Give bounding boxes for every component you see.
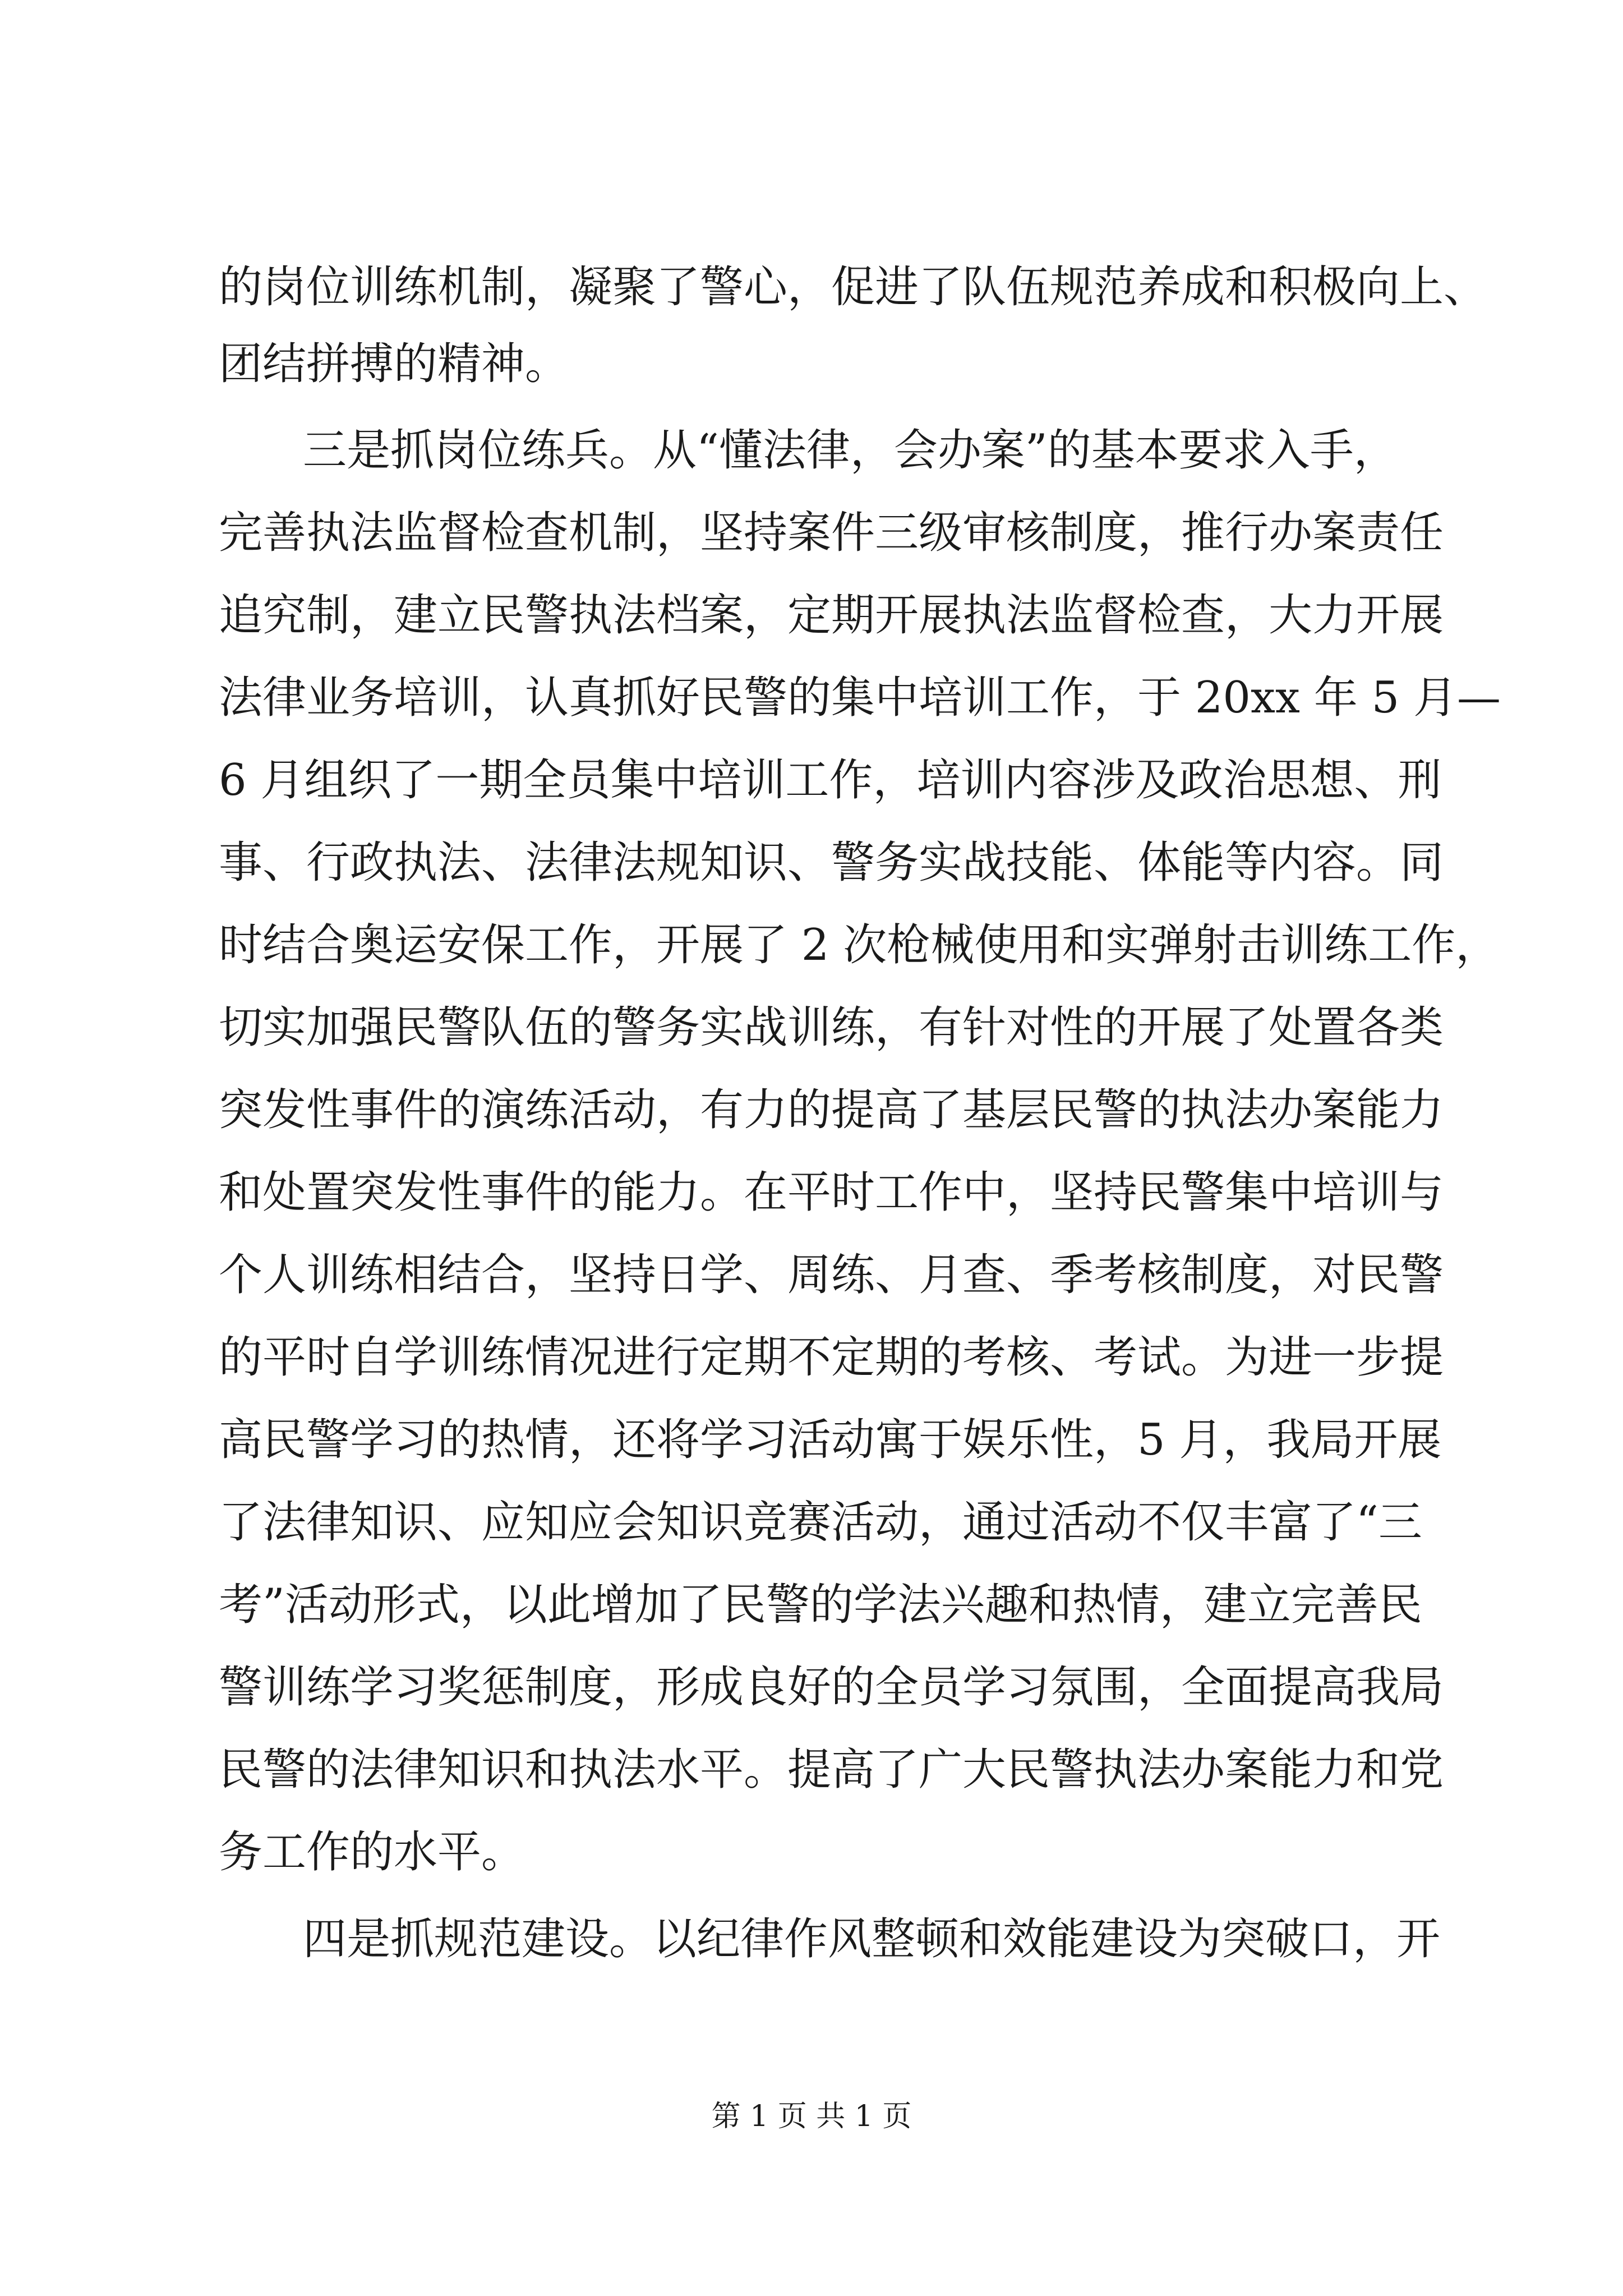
text-line-10: 切实加强民警队伍的警务实战训练，有针对性的开展了处置各类 xyxy=(219,1002,1444,1053)
text-line-18: 警训练学习奖惩制度，形成良好的全员学习氛围，全面提高我局 xyxy=(219,1662,1444,1713)
text-line-13: 个人训练相结合，坚持日学、周练、月查、季考核制度，对民警 xyxy=(219,1250,1444,1300)
text-line-4: 完善执法监督检查机制，坚持案件三级审核制度，推行办案责任 xyxy=(219,508,1444,558)
text-line-20: 务工作的水平。 xyxy=(219,1827,525,1878)
text-line-19: 民警的法律知识和执法水平。提高了广大民警执法办案能力和党 xyxy=(219,1745,1444,1795)
text-line-2: 团结拼搏的精神。 xyxy=(219,339,569,389)
text-line-16: 了法律知识、应知应会知识竞赛活动，通过活动不仅丰富了“三 xyxy=(219,1497,1422,1548)
text-line-14: 的平时自学训练情况进行定期不定期的考核、考试。为进一步提 xyxy=(219,1332,1444,1383)
text-line-9: 时结合奥运安保工作，开展了 2 次枪械使用和实弹射击训练工作， xyxy=(219,920,1500,970)
text-line-7: 6 月组织了一期全员集中培训工作，培训内容涉及政治思想、刑 xyxy=(219,755,1442,806)
text-line-6: 法律业务培训，认真抓好民警的集中培训工作，于 20xx 年 5 月— xyxy=(219,673,1501,723)
text-line-8: 事、行政执法、法律法规知识、警务实战技能、体能等内容。同 xyxy=(219,838,1444,888)
text-line-17: 考”活动形式，以此增加了民警的学法兴趣和热情，建立完善民 xyxy=(219,1580,1422,1630)
text-line-11: 突发性事件的演练活动，有力的提高了基层民警的执法办案能力 xyxy=(219,1085,1444,1135)
paragraph-4-start: 四是抓规范建设。以纪律作风整顿和效能建设为突破口，开 xyxy=(303,1914,1441,1964)
text-line-1: 的岗位训练机制，凝聚了警心，促进了队伍规范养成和积极向上、 xyxy=(219,262,1488,312)
text-line-5: 追究制，建立民警执法档案，定期开展执法监督检查，大力开展 xyxy=(219,590,1444,641)
text-line-12: 和处置突发性事件的能力。在平时工作中，坚持民警集中培训与 xyxy=(219,1167,1444,1218)
page-footer: 第 1 页 共 1 页 xyxy=(711,2100,912,2133)
text-line-15: 高民警学习的热情，还将学习活动寓于娱乐性，5 月，我局开展 xyxy=(219,1415,1442,1465)
paragraph-3-start: 三是抓岗位练兵。从“懂法律，会办案”的基本要求入手， xyxy=(303,425,1398,476)
